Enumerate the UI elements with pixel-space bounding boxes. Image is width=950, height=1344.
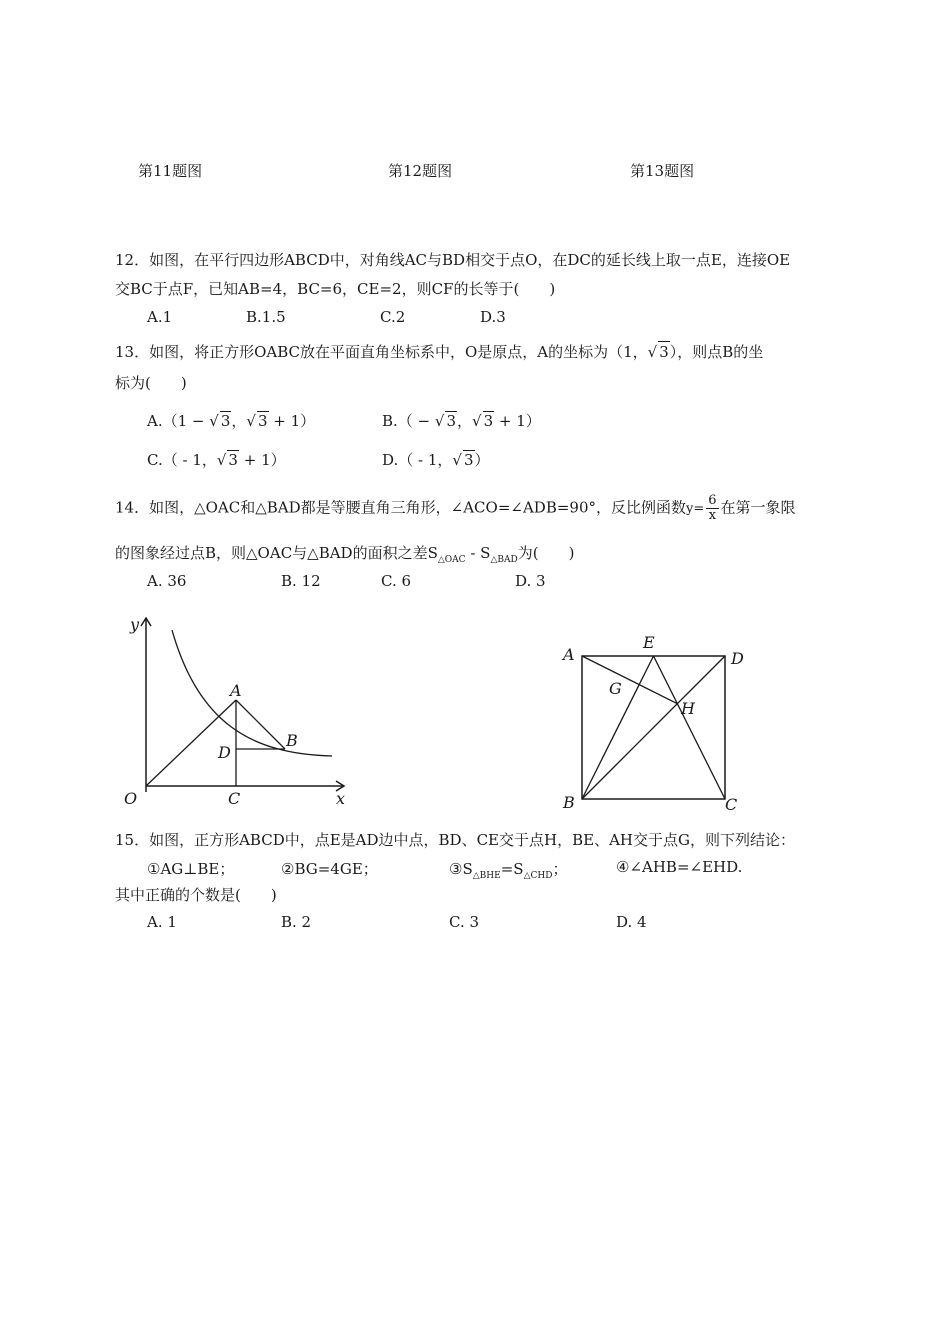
- q15-figure: [555, 628, 755, 813]
- q15-option-d: D. 4: [616, 913, 647, 931]
- q15-option-b: B. 2: [281, 913, 312, 931]
- q14-line2: 的图象经过点B，则△OAC与△BAD的面积之差$S_{\triangle OAC} - S_{\triangle BAD}$为( ): [115, 544, 575, 565]
- q15-option-c: C. 3: [449, 913, 480, 931]
- label-d: D: [731, 649, 744, 668]
- label-x: x: [336, 789, 346, 808]
- q13-line1: 13．如图，将正方形OABC放在平面直角坐标系中，O是原点，A的坐标为（1，√ 3），则点B的坐: [115, 343, 764, 361]
- q14-fraction: $\frac{6}{x}$: [708, 493, 717, 523]
- q12-line1: 12．如图，在平行四边形ABCD中，对角线AC与BD相交于点O，在DC的延长线上取一点E，连接OE: [115, 251, 791, 269]
- label-g: G: [609, 679, 622, 698]
- q14-option-a: A. 36: [147, 572, 187, 590]
- label-h: H: [681, 699, 695, 718]
- q13-option-a: A.（1 − √ 3，√ 3 + 1）: [147, 412, 316, 430]
- q12-line2: 交BC于点F，已知AB=4，BC=6，CE=2，则CF的长等于( ): [115, 280, 556, 298]
- label-a: A: [230, 681, 242, 700]
- segment-ab: [236, 700, 285, 749]
- label-b: B: [286, 731, 298, 750]
- q14-option-d: D. 3: [515, 572, 546, 590]
- caption-fig13: 第13题图: [630, 162, 695, 180]
- hyperbola-curve: [172, 630, 332, 756]
- label-c: C: [228, 789, 241, 808]
- q12-option-d: D.3: [480, 308, 506, 326]
- q13-option-d: D.（ - 1，√ 3）: [382, 451, 490, 469]
- q14-figure: [110, 612, 360, 812]
- label-d: D: [218, 743, 231, 762]
- label-a: A: [563, 645, 575, 664]
- segment-bd: [582, 656, 725, 799]
- segment-ce: [654, 656, 726, 799]
- caption-fig11: 第11题图: [138, 162, 203, 180]
- label-c: C: [725, 795, 738, 813]
- caption-fig12: 第12题图: [388, 162, 453, 180]
- label-o: O: [124, 789, 138, 808]
- q12-option-a: A.1: [147, 308, 173, 326]
- q14-option-c: C. 6: [381, 572, 412, 590]
- q15-option-a: A. 1: [147, 913, 177, 931]
- q14-line1: 14．如图，△OAC和△BAD都是等腰直角三角形，∠ACO=∠ADB=90°，反比例函数y= $\frac{6}{x}$ 在第一象限: [115, 493, 796, 523]
- q15-line1: 15．如图，正方形ABCD中，点E是AD边中点，BD、CE交于点H，BE、AH交于点G，则下列结论：: [115, 831, 795, 849]
- q13-line2: 标为( ): [115, 374, 187, 392]
- label-y: y: [130, 615, 140, 634]
- q14-option-b: B. 12: [281, 572, 321, 590]
- q15-conclusion-3: $③S_{\triangle BHE}=S_{\triangle CHD}$；: [449, 860, 568, 881]
- label-b: B: [563, 793, 575, 812]
- q15-conclusion-2: ②BG=4GE；: [281, 860, 378, 878]
- q15-conclusion-1: ①AG⊥BE；: [147, 860, 235, 878]
- q13-option-c: C.（ - 1，√ 3 + 1）: [147, 451, 286, 469]
- q12-option-b: B.1.5: [246, 308, 286, 326]
- q15-conclusion-4: ④∠AHB=∠EHD.: [616, 858, 743, 876]
- segment-ah: [582, 656, 677, 704]
- label-e: E: [643, 633, 655, 652]
- q13-option-b: B.（ − √ 3，√ 3 + 1）: [382, 412, 541, 430]
- q12-option-c: C.2: [380, 308, 406, 326]
- segment-be: [582, 656, 654, 799]
- q15-line3: 其中正确的个数是( ): [115, 886, 277, 904]
